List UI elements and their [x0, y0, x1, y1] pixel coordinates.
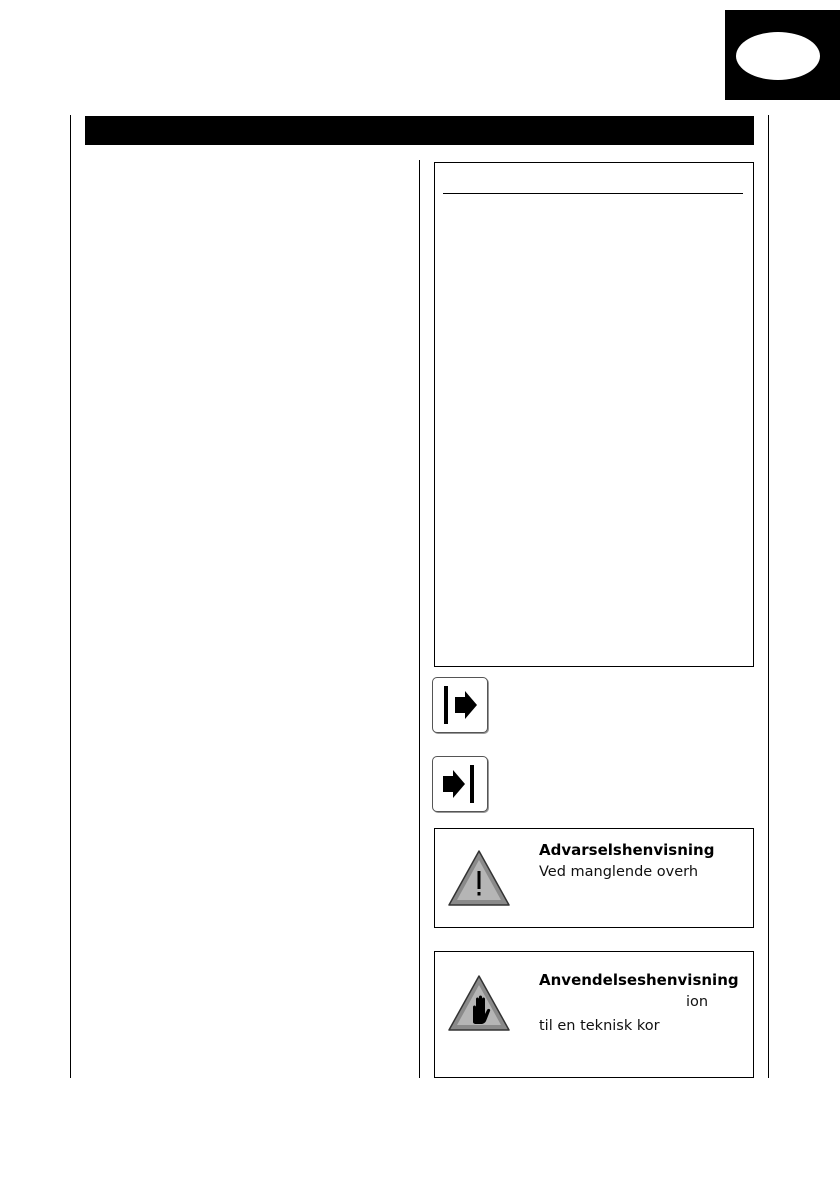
usage-note-text-line1: ion	[686, 994, 709, 1010]
info-box	[434, 162, 754, 667]
language-badge	[736, 32, 820, 80]
info-box-title-rule	[443, 193, 743, 194]
left-margin-rule	[70, 115, 71, 1078]
warning-note-title: Advarselshenvisning	[539, 841, 715, 859]
stop-hand-icon	[447, 974, 511, 1032]
arrow-right-from-bar-icon	[432, 677, 488, 733]
usage-note-title: Anvendelseshenvisning	[539, 971, 739, 989]
warning-exclamation-icon	[447, 849, 511, 907]
usage-note	[434, 951, 754, 1078]
warning-note-text: Ved manglende overh	[539, 864, 699, 880]
right-margin-rule	[768, 115, 769, 1078]
warning-note	[434, 828, 754, 928]
section-header-bar	[85, 116, 754, 145]
column-divider	[419, 160, 420, 1078]
usage-note-text-line2: til en teknisk kor	[539, 1018, 660, 1034]
arrow-right-to-bar-icon	[432, 756, 488, 812]
